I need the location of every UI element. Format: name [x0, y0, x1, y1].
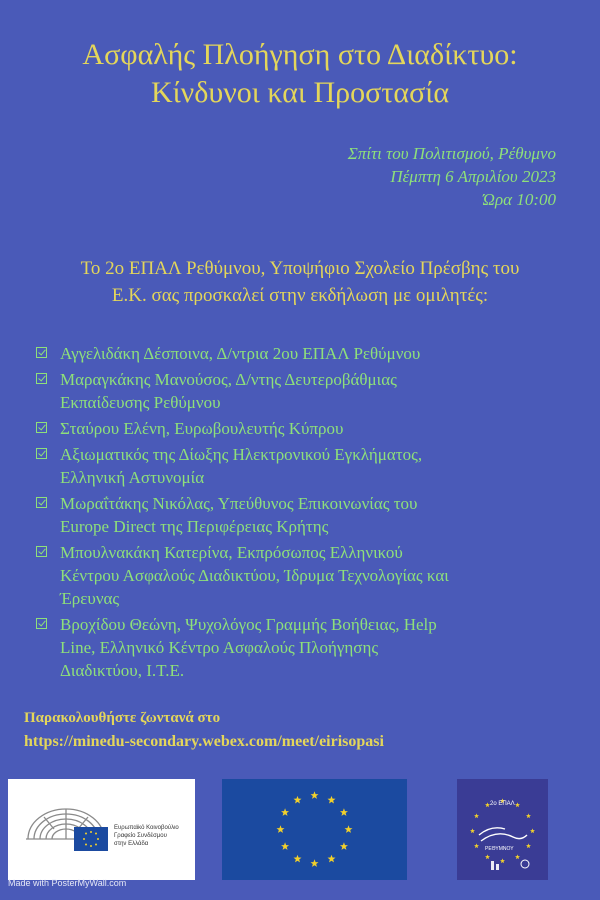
checkbox-bullet-icon: [36, 422, 47, 433]
intro-line-2: Ε.Κ. σας προσκαλεί στην εκδήλωση με ομιλητές:: [111, 285, 489, 306]
school-logo: [457, 779, 548, 880]
eu-star-icon: [281, 842, 289, 850]
school-star-icon: [474, 843, 479, 848]
eu-flag: [222, 779, 407, 880]
speaker-text-line: Αξιωματικός της Δίωξης Ηλεκτρονικού Εγκλήματος,: [60, 445, 423, 464]
eu-star-icon: [294, 855, 302, 863]
event-time: Ώρα 10:00: [482, 190, 556, 209]
speaker-item: [36, 368, 556, 414]
checkbox-bullet-icon: [36, 373, 47, 384]
ep-office-line-1: Ευρωπαϊκό Κοινοβούλιο: [114, 825, 179, 831]
eu-stars-icon: [222, 779, 407, 880]
speaker-text-line: Αγγελιδάκη Δέσποινα, Δ/ντρια 2ου ΕΠΑΛ Ρεθύμνου: [60, 344, 421, 363]
checkbox-bullet-icon: [36, 546, 47, 557]
eu-star-icon: [311, 791, 319, 799]
eu-star-icon: [311, 859, 319, 867]
eu-star-icon: [345, 825, 353, 833]
event-venue: Σπίτι του Πολιτισμού, Ρέθυμνο: [347, 144, 556, 163]
school-emblem-icon: [457, 779, 548, 880]
school-star-icon: [485, 854, 490, 859]
speaker-text-line: Μωραΐτάκης Νικόλας, Υπεύθυνος Επικοινωνίας του: [60, 494, 418, 513]
speaker-text-line: Εκπαίδευσης Ρεθύμνου: [60, 393, 221, 412]
eu-star-icon: [277, 825, 285, 833]
speaker-text-line: Έρευνας: [60, 589, 120, 608]
event-info: [236, 142, 556, 211]
speaker-text-line: Σταύρου Ελένη, Ευρωβουλευτής Κύπρου: [60, 419, 344, 438]
eu-star-icon: [281, 808, 289, 816]
live-stream-link[interactable]: https://minedu-secondary.webex.com/meet/eirisopasi: [24, 733, 384, 750]
ep-office-text: [114, 824, 179, 848]
poster-title: [0, 36, 600, 112]
event-date: Πέμπτη 6 Απριλίου 2023: [390, 167, 556, 186]
speaker-text-line: Line, Ελληνικό Κέντρο Ασφαλούς Πλοήγησης: [60, 638, 379, 657]
checkbox-bullet-icon: [36, 497, 47, 508]
checkbox-bullet-icon: [36, 448, 47, 459]
checkbox-bullet-icon: [36, 347, 47, 358]
speaker-text-line: Κέντρου Ασφαλούς Διαδικτύου, Ίδρυμα Τεχνολογίας και: [60, 566, 449, 585]
speaker-item: [36, 417, 556, 440]
title-line-1: Ασφαλής Πλοήγηση στο Διαδίκτυο:: [82, 38, 518, 71]
postermywall-credit: Made with PosterMyWall.com: [8, 878, 127, 888]
school-logo-bottom: ΡΕΘΥΜΝΟΥ: [485, 846, 514, 852]
ep-office-line-2: Γραφείο Συνδέσμου: [114, 833, 167, 839]
speaker-text-line: Διαδικτύου, Ι.Τ.Ε.: [60, 661, 185, 680]
school-star-icon: [500, 858, 505, 863]
invitation-intro: [0, 255, 600, 309]
speaker-text-line: Μαραγκάκης Μανούσος, Δ/ντης Δευτεροβάθμιας: [60, 370, 397, 389]
school-star-icon: [526, 813, 531, 818]
eu-star-icon: [294, 796, 302, 804]
speaker-text-line: Europe Direct της Περιφέρειας Κρήτης: [60, 517, 329, 536]
school-star-icon: [530, 828, 535, 833]
eu-star-icon: [328, 855, 336, 863]
live-stream-label: Παρακολουθήστε ζωντανά στο: [24, 710, 221, 726]
eu-star-icon: [340, 808, 348, 816]
eu-star-icon: [340, 842, 348, 850]
speaker-item: [36, 492, 556, 538]
speaker-item: [36, 342, 556, 365]
school-logo-top: 2ο ΕΠΑΛ: [490, 801, 515, 807]
ep-office-line-3: στην Ελλάδα: [114, 841, 149, 847]
speaker-text-line: Ελληνική Αστυνομία: [60, 468, 205, 487]
intro-line-1: Το 2ο ΕΠΑΛ Ρεθύμνου, Υποψήφιο Σχολείο Πρέσβης του: [80, 258, 520, 279]
speaker-text-line: Μπουλνακάκη Κατερίνα, Εκπρόσωπος Ελληνικού: [60, 543, 403, 562]
school-star-icon: [474, 813, 479, 818]
speaker-item: [36, 613, 556, 682]
school-star-icon: [470, 828, 475, 833]
speaker-item: [36, 541, 556, 610]
speaker-text-line: Βροχίδου Θεώνη, Ψυχολόγος Γραμμής Βοήθειας, Help: [60, 615, 437, 634]
school-star-icon: [526, 843, 531, 848]
checkbox-bullet-icon: [36, 618, 47, 629]
european-parliament-logo: [8, 779, 195, 880]
school-star-icon: [515, 854, 520, 859]
speaker-list: [36, 342, 556, 685]
eu-star-icon: [328, 796, 336, 804]
speaker-item: [36, 443, 556, 489]
school-star-icon: [515, 802, 520, 807]
title-line-2: Κίνδυνοι και Προστασία: [150, 76, 450, 109]
